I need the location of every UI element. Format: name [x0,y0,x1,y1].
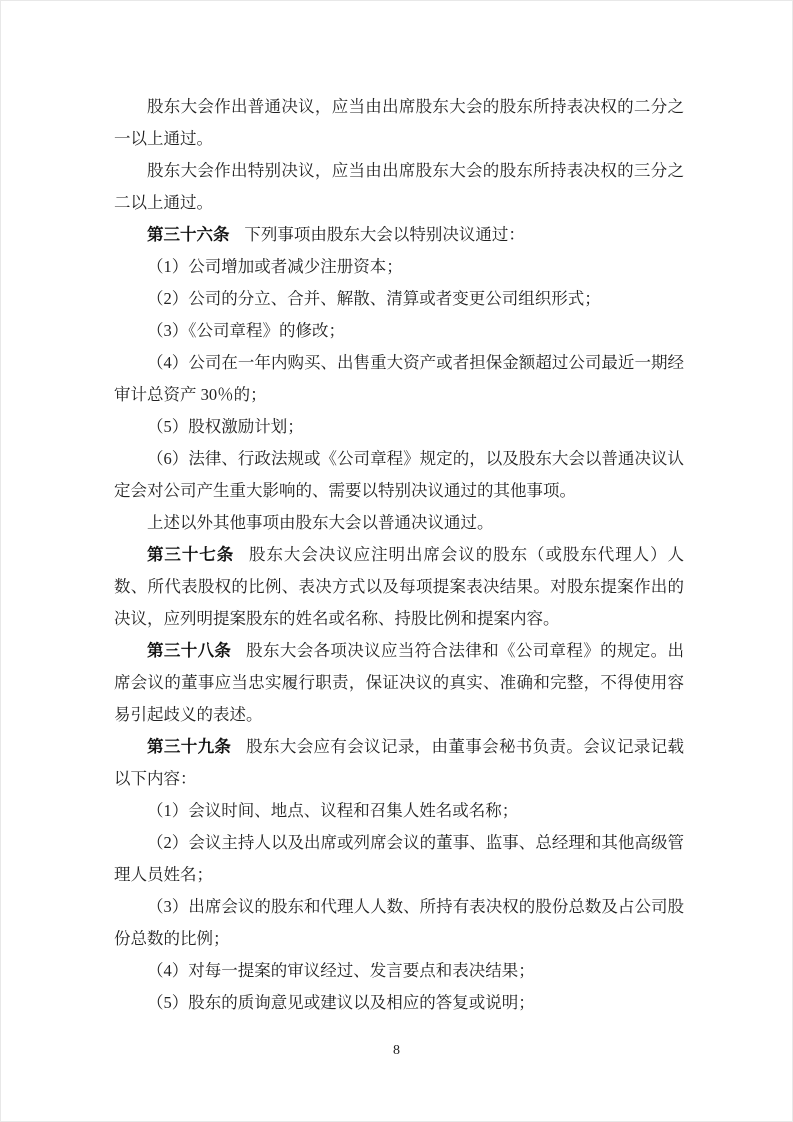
paragraph-text: 股东大会各项决议应当符合法律和《公司章程》的规定。出席会议的董事应当忠实履行职责，保证决议的真实、准确和完整，不得使用容易引起歧义的表述。 [114,641,685,724]
paragraph [114,251,684,283]
paragraph [114,219,684,251]
paragraph [114,347,684,411]
paragraph [114,731,684,795]
paragraph-text: （1）公司增加或者减少注册资本； [147,257,403,276]
paragraph [114,827,684,891]
paragraph-text: （2）公司的分立、合并、解散、清算或者变更公司组织形式； [147,289,601,308]
article-number: 第三十九条 [147,737,232,756]
paragraph [114,539,684,635]
paragraph-text: 股东大会作出特别决议，应当由出席股东大会的股东所持表决权的三分之二以上通过。 [114,161,684,212]
paragraph-text: 股东大会应有会议记录，由董事会秘书负责。会议记录记载以下内容： [114,737,685,788]
paragraph [114,443,684,507]
paragraph [114,155,684,219]
paragraph-text: 上述以外其他事项由股东大会以普通决议通过。 [147,513,494,532]
article-number: 第三十八条 [147,641,232,660]
paragraph-text: 股东大会决议应注明出席会议的股东（或股东代理人）人数、所代表股权的比例、表决方式以及每项提案表决结果。对股东提案作出的决议，应列明提案股东的姓名或名称、持股比例和提案内容。 [114,545,685,628]
article-number: 第三十七条 [147,545,235,564]
paragraph-text: 股东大会作出普通决议，应当由出席股东大会的股东所持表决权的二分之一以上通过。 [114,97,684,148]
paragraph [114,507,684,539]
paragraph-text: （5）股权激励计划； [147,417,304,436]
paragraph [114,411,684,443]
paragraph [114,955,684,987]
paragraph-text: （6）法律、行政法规或《公司章程》规定的，以及股东大会以普通决议认定会对公司产生重大影响的、需要以特别决议通过的其他事项。 [114,449,684,500]
paragraph-text: （3）出席会议的股东和代理人人数、所持有表决权的股份总数及占公司股份总数的比例； [114,897,684,948]
paragraph [114,91,684,155]
paragraph-text: （5）股东的质询意见或建议以及相应的答复或说明； [147,993,535,1012]
document-body [114,91,684,1019]
paragraph [114,891,684,955]
page-number: 8 [393,1043,400,1058]
paragraph-text: （3）《公司章程》的修改； [147,321,345,340]
paragraph [114,315,684,347]
paragraph-text: （2）会议主持人以及出席或列席会议的董事、监事、总经理和其他高级管理人员姓名； [114,833,684,884]
article-number: 第三十六条 [147,225,230,244]
paragraph [114,795,684,827]
paragraph-text: 下列事项由股东大会以特别决议通过： [244,225,525,244]
paragraph-text: （4）公司在一年内购买、出售重大资产或者担保金额超过公司最近一期经审计总资产 30％的； [114,353,684,404]
paragraph-text: （1）会议时间、地点、议程和召集人姓名或名称； [147,801,519,820]
paragraph [114,635,684,731]
paragraph-text: （4）对每一提案的审议经过、发言要点和表决结果； [147,961,535,980]
paragraph [114,283,684,315]
paragraph [114,987,684,1019]
